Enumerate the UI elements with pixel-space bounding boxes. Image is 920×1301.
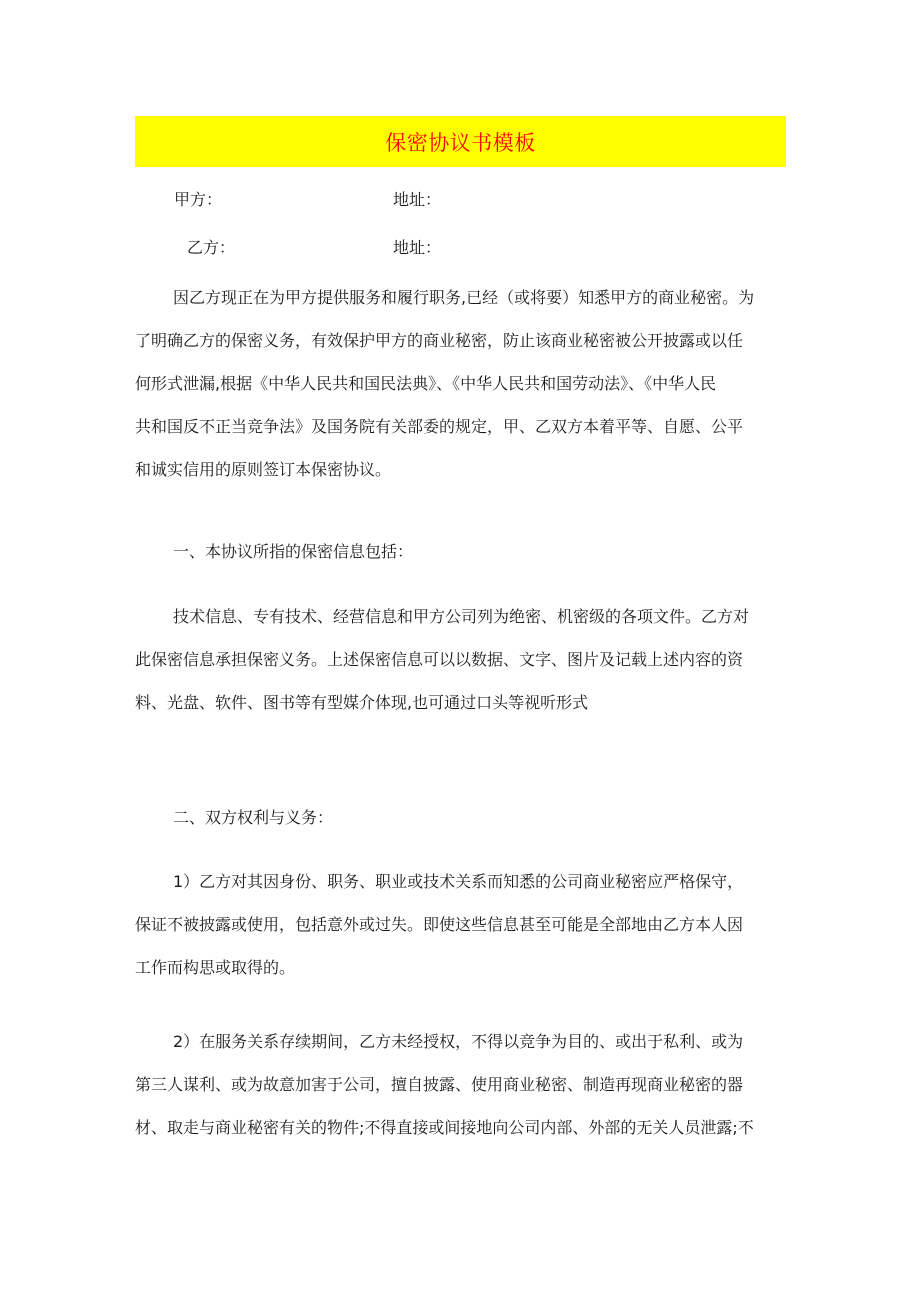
- title-banner: [135, 116, 786, 167]
- clause1-line: 工作而构思或取得的。: [135, 958, 296, 977]
- intro-line: 了明确乙方的保密义务，有效保护甲方的商业秘密，防止该商业秘密被公开披露或以任: [135, 331, 744, 350]
- section1-heading: 一、本协议所指的保密信息包括：: [173, 542, 414, 561]
- section1-line: 料、光盘、软件、图书等有型媒介体现,也可通过口头等视听形式: [135, 693, 589, 712]
- section1-line: 此保密信息承担保密义务。上述保密信息可以以数据、文字、图片及记载上述内容的资: [135, 650, 744, 669]
- intro-line: 共和国反不正当竞争法》及国务院有关部委的规定，甲、乙双方本着平等、自愿、公平: [135, 417, 744, 436]
- intro-paragraph: [135, 276, 786, 491]
- section1-line: 技术信息、专有技术、经营信息和甲方公司列为绝密、机密级的各项文件。乙方对: [173, 607, 750, 626]
- clause1-paragraph: [135, 860, 786, 989]
- clause1-line: 保证不被披露或使用，包括意外或过失。即使这些信息甚至可能是全部地由乙方本人因: [135, 915, 744, 934]
- clause1-line: 1）乙方对其因身份、职务、职业或技术关系而知悉的公司商业秘密应严格保守，: [173, 872, 744, 891]
- party-a-label: 甲方：: [174, 190, 223, 209]
- clause2-line: 第三人谋利、或为故意加害于公司，擅自披露、使用商业秘密、制造再现商业秘密的器: [135, 1075, 744, 1094]
- party-b-address-label: 地址：: [393, 238, 442, 257]
- document-title: 保密协议书模板: [385, 130, 536, 155]
- clause2-line: 材、取走与商业秘密有关的物件;不得直接或间接地向公司内部、外部的无关人员泄露;不: [135, 1118, 754, 1137]
- section2-heading: 二、双方权利与义务：: [173, 808, 334, 827]
- clause2-line: 2）在服务关系存续期间，乙方未经授权，不得以竞争为目的、或出于私利、或为: [173, 1032, 744, 1051]
- intro-line: 何形式泄漏,根据《中华人民共和国民法典》、《中华人民共和国劳动法》、《中华人民: [135, 374, 717, 393]
- clause2-paragraph: [135, 1020, 786, 1149]
- party-a-address-label: 地址：: [393, 190, 442, 209]
- intro-line: 和诚实信用的原则签订本保密协议。: [135, 460, 392, 479]
- intro-line: 因乙方现正在为甲方提供服务和履行职务,已经（或将要）知悉甲方的商业秘密。为: [173, 288, 755, 307]
- section1-paragraph: [135, 595, 786, 724]
- party-b-label: 乙方：: [187, 238, 236, 257]
